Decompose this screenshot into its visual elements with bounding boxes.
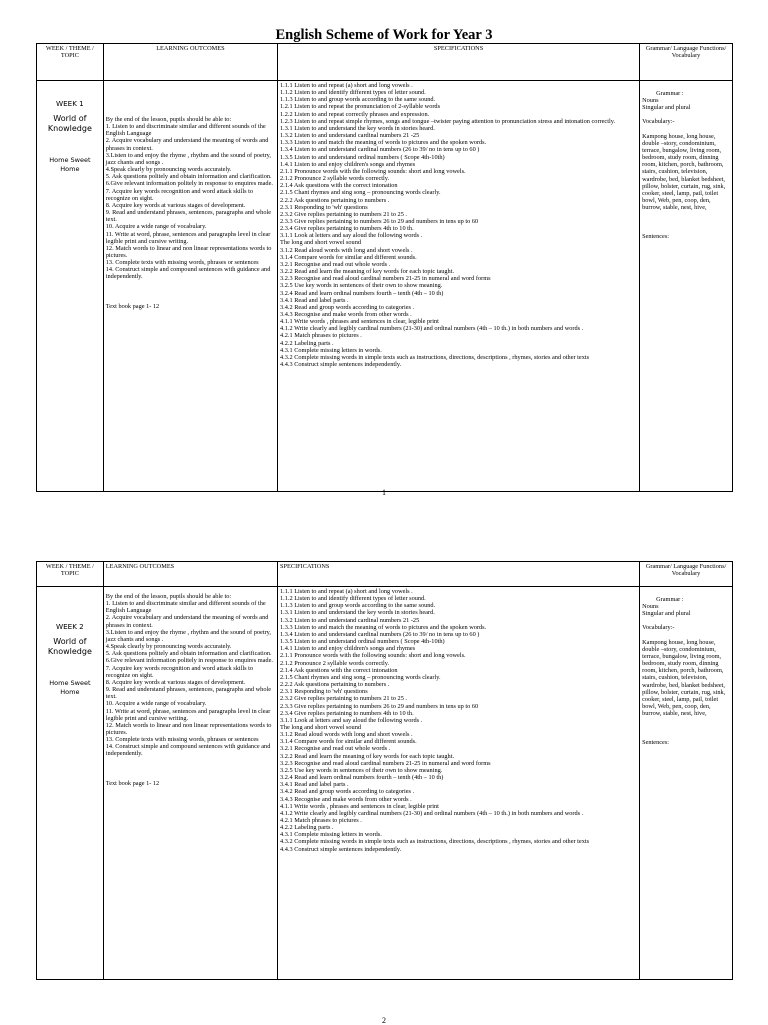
learning-outcome: 8. Acquire key words at various stages of development. bbox=[105, 678, 246, 686]
specification: 2.3.2 Give replies pertaining to numbers 21 to 25 . bbox=[280, 695, 407, 703]
learning-outcome: 5. Ask questions politely and obtain information and clarification. bbox=[105, 173, 272, 181]
specification: 3.1.1 Look at letters and say aloud the following words . bbox=[280, 716, 423, 724]
specification: 3.1.1 Look at letters and say aloud the following words . bbox=[280, 232, 423, 240]
learning-outcome: 6.Give relevant information politely in response to enquires made. bbox=[105, 180, 273, 188]
learning-outcome: 11. Write at word, phrase, sentences and paragraphs level in clear legible print and cursive writing. bbox=[105, 230, 271, 245]
learning-outcomes-cell bbox=[103, 81, 277, 492]
specification: 3.4.2 Read and group words according to categories . bbox=[280, 303, 415, 311]
specification: 3.2.1 Recognise and read out whole words . bbox=[280, 260, 391, 268]
specification: 1.1.3 Listen to and group words according to the same sound. bbox=[280, 602, 436, 610]
specification: 3.1.4 Compare words for similar and different sounds. bbox=[280, 253, 417, 261]
specification: 4.1.2 Write clearly and legibly cardinal numbers (21-30) and ordinal numbers (4th – 10 th.) in both numbers and words . bbox=[280, 325, 584, 333]
document-title: English Scheme of Work for Year 3 bbox=[275, 27, 493, 43]
specification: 1.3.5 Listen to and understand ordinal numbers ( Scope 4th-10th) bbox=[280, 638, 445, 646]
table-header-row bbox=[37, 562, 733, 587]
specification: 4.4.3 Construct simple sentences independently. bbox=[280, 845, 402, 853]
header-learning-outcomes: LEARNING OUTCOMES bbox=[103, 562, 277, 587]
table-header-row bbox=[37, 44, 733, 81]
learning-outcome: 7. Acquire key words recognition and word attack skills to recognize on sight. bbox=[105, 187, 254, 202]
textbook-reference: Text book page 1- 12 bbox=[105, 779, 160, 787]
specification: 1.3.2 Listen to and understand cardinal numbers 21 -25 bbox=[280, 616, 420, 624]
specification: 4.3.1 Complete missing letters in words. bbox=[280, 346, 382, 354]
specification: 4.1.1 Write words , phrases and sentences in clear, legible print bbox=[280, 318, 439, 326]
specification: 4.3.2 Complete missing words in simple texts such as instructions, directions, descriptions , rhymes, stories and other texts bbox=[280, 353, 590, 361]
specification: 1.4.1 Listen to and enjoy children's songs and rhymes bbox=[280, 645, 416, 653]
week-label: WEEK 1 bbox=[56, 99, 84, 108]
specifications-list bbox=[280, 588, 637, 853]
specification: 2.1.2 Pronounce 2 syllable words correctly. bbox=[280, 175, 390, 183]
specification: 1.2.1 Listen to and repeat the pronunciation of 2-syllable words bbox=[280, 103, 441, 111]
learning-outcome: 4.Speak clearly by pronouncing words accurately. bbox=[105, 166, 232, 174]
table-row bbox=[37, 81, 733, 492]
learning-outcome: 3.Listen to and enjoy the rhyme , rhythm and the sound of poetry, jazz chants and songs . bbox=[105, 628, 271, 643]
specification: 1.3.1 Listen to and understand the key words in stories heard. bbox=[280, 609, 435, 617]
learning-outcome: 8. Acquire key words at various stages of development. bbox=[105, 201, 246, 209]
specification: 3.2.5 Use key words in sentences of their own to show meaning. bbox=[280, 282, 443, 290]
grammar-items bbox=[642, 97, 730, 111]
learning-outcome: 12. Match words to linear and non linear representations words to pictures. bbox=[105, 244, 272, 259]
learning-outcome: 14. Construct simple and compound sentences with guidance and independently. bbox=[105, 743, 271, 758]
specification: The long and short vowel sound bbox=[280, 239, 362, 247]
specification: 3.1.2 Read aloud words with long and short vowels . bbox=[280, 246, 413, 254]
specification: 4.3.2 Complete missing words in simple texts such as instructions, directions, descriptions , rhymes, stories and other texts bbox=[280, 838, 590, 846]
page-number: 1 bbox=[382, 488, 386, 497]
learning-outcome: 13. Complete texts with missing words, phrases or sentences bbox=[105, 736, 259, 744]
learning-outcome: 14. Construct simple and compound sentences with guidance and independently. bbox=[105, 266, 271, 281]
specification: 1.4.1 Listen to and enjoy children's songs and rhymes bbox=[280, 160, 416, 168]
specifications-list bbox=[280, 82, 637, 368]
specification: 3.4.1 Read and label parts . bbox=[280, 781, 349, 789]
specification: The long and short vowel sound bbox=[280, 723, 362, 731]
learning-outcome: 2. Acquire vocabulary and understand the meaning of words and phrases in context. bbox=[105, 614, 269, 629]
learning-outcome: 3.Listen to and enjoy the rhyme , rhythm and the sound of poetry, jazz chants and songs . bbox=[105, 151, 271, 166]
learning-outcome: 2. Acquire vocabulary and understand the meaning of words and phrases in context. bbox=[105, 137, 269, 152]
learning-outcome: 6.Give relevant information politely in response to enquires made. bbox=[105, 657, 273, 665]
specification: 3.2.4 Read and learn ordinal numbers fourth – tenth (4th – 10 th) bbox=[280, 774, 444, 782]
header-grammar: Grammar/ Language Functions/ Vocabulary bbox=[640, 44, 733, 81]
specification: 1.1.1 Listen to and repeat (a) short and long vowels . bbox=[280, 82, 413, 89]
vocabulary-label: Vocabulary:- bbox=[642, 118, 675, 126]
specification: 2.3.3 Give replies pertaining to numbers 26 to 29 and numbers in tens up to 60 bbox=[280, 702, 479, 710]
specifications-cell bbox=[278, 81, 640, 492]
specification: 2.1.4 Ask questions with the correct intonation bbox=[280, 182, 398, 190]
learning-outcome: 13. Complete texts with missing words, phrases or sentences bbox=[105, 259, 259, 267]
specification: 2.1.1 Pronounce words with the following sounds: short and long vowels. bbox=[280, 167, 466, 175]
specification: 3.2.1 Recognise and read out whole words . bbox=[280, 745, 391, 753]
specification: 3.2.2 Read and learn the meaning of key words for each topic taught. bbox=[280, 752, 455, 760]
specification: 3.4.3 Recognise and make words from other words . bbox=[280, 311, 412, 318]
vocabulary-label: Vocabulary:- bbox=[642, 624, 675, 632]
grammar-items bbox=[642, 603, 730, 617]
specification: 4.1.1 Write words , phrases and sentences in clear, legible print bbox=[280, 802, 439, 810]
textbook-reference: Text book page 1- 12 bbox=[105, 302, 160, 310]
specification: 1.1.1 Listen to and repeat (a) short and long vowels . bbox=[280, 588, 413, 595]
specification: 3.2.3 Recognise and read aloud cardinal numbers 21-25 in numeral and word forms bbox=[280, 275, 491, 283]
specification: 3.4.2 Read and group words according to categories . bbox=[280, 788, 415, 796]
specification: 4.3.1 Complete missing letters in words. bbox=[280, 831, 382, 839]
specification: 1.3.1 Listen to and understand the key words in stories heard. bbox=[280, 124, 435, 132]
grammar-item: Nouns bbox=[642, 603, 659, 611]
grammar-label: Grammar : bbox=[656, 596, 684, 603]
vocabulary-text: Kampong house, long house, double –story, condominium, terrace, bungalow, living room, bedroom, study room, dinning room, kitchen, porch, bathroom, stairs, cushion, television, wardrobe, bed, blanket bedsheet, pillow, bolster, curtain, rug, sink, cooker, steel, lamp, pail, toilet bowl, Web, pen, coop, den, burrow, stable, nest, hive, bbox=[642, 638, 726, 718]
specification: 3.4.1 Read and label parts . bbox=[280, 296, 349, 304]
specification: 2.3.1 Responding to 'wh' questions bbox=[280, 203, 368, 211]
learning-outcome: 12. Match words to linear and non linear representations words to pictures. bbox=[105, 721, 272, 736]
topic-label: Home Sweet Home bbox=[49, 156, 91, 173]
specification: 3.2.2 Read and learn the meaning of key words for each topic taught. bbox=[280, 268, 455, 276]
specification: 1.3.3 Listen to and match the meaning of words to pictures and the spoken words. bbox=[280, 139, 487, 147]
specification: 2.3.4 Give replies pertaining to numbers 4th to 10 th. bbox=[280, 709, 414, 717]
specification: 2.1.5 Chant rhymes and sing song – pronouncing words clearly. bbox=[280, 673, 441, 681]
specification: 4.2.1 Match phrases to pictures . bbox=[280, 332, 362, 340]
week-cell bbox=[37, 81, 104, 492]
learning-outcome: 1. Listen to and discriminate similar and different sounds of the English Language bbox=[105, 123, 266, 138]
week-label: WEEK 2 bbox=[56, 622, 84, 631]
page-number: 2 bbox=[382, 1016, 386, 1025]
theme-label: World of Knowledge bbox=[47, 114, 92, 133]
lo-intro: By the end of the lesson, pupils should be able to: bbox=[105, 593, 232, 600]
specification: 3.2.5 Use key words in sentences of their own to show meaning. bbox=[280, 766, 443, 774]
specification: 1.1.2 Listen to and identify different types of letter sound. bbox=[280, 595, 426, 603]
specification: 1.1.3 Listen to and group words according to the same sound. bbox=[280, 96, 436, 104]
learning-outcome: 1. Listen to and discriminate similar and different sounds of the English Language bbox=[105, 600, 266, 615]
specification: 1.3.2 Listen to and understand cardinal numbers 21 -25 bbox=[280, 132, 420, 140]
week-cell bbox=[37, 587, 104, 980]
specification: 2.3.1 Responding to 'wh' questions bbox=[280, 688, 368, 696]
specification: 3.4.3 Recognise and make words from other words . bbox=[280, 795, 412, 803]
topic-label: Home Sweet Home bbox=[49, 679, 91, 696]
header-week-theme-topic: WEEK / THEME / TOPIC bbox=[37, 562, 104, 587]
specification: 2.2.2 Ask questions pertaining to numbers . bbox=[280, 196, 390, 204]
header-week-theme-topic: WEEK / THEME / TOPIC bbox=[37, 44, 104, 81]
lo-intro: By the end of the lesson, pupils should be able to: bbox=[105, 116, 232, 123]
specification: 4.1.2 Write clearly and legibly cardinal numbers (21-30) and ordinal numbers (4th – 10 th.) in both numbers and words . bbox=[280, 809, 584, 817]
learning-outcome: 5. Ask questions politely and obtain information and clarification. bbox=[105, 650, 272, 658]
specification: 2.1.2 Pronounce 2 syllable words correctly. bbox=[280, 659, 390, 667]
specification: 4.2.1 Match phrases to pictures . bbox=[280, 817, 362, 824]
learning-outcomes-cell bbox=[103, 587, 277, 980]
grammar-cell bbox=[640, 587, 733, 980]
specification: 3.1.4 Compare words for similar and different sounds. bbox=[280, 738, 417, 746]
header-specifications: SPECIFICATIONS bbox=[278, 562, 640, 587]
specification: 1.3.4 Listen to and understand cardinal numbers (26 to 39/ no in tens up to 60 ) bbox=[280, 146, 480, 154]
learning-outcome: 10. Acquire a wide range of vocabulary. bbox=[105, 223, 207, 231]
learning-outcome: 4.Speak clearly by pronouncing words accurately. bbox=[105, 643, 232, 651]
specification: 3.1.2 Read aloud words with long and short vowels . bbox=[280, 731, 413, 739]
learning-outcome: 10. Acquire a wide range of vocabulary. bbox=[105, 700, 207, 708]
specification: 1.1.2 Listen to and identify different types of letter sound. bbox=[280, 89, 426, 97]
table-row bbox=[37, 587, 733, 980]
specification: 2.3.3 Give replies pertaining to numbers 26 to 29 and numbers in tens up to 60 bbox=[280, 217, 479, 225]
specification: 2.1.4 Ask questions with the correct intonation bbox=[280, 666, 398, 674]
header-learning-outcomes: LEARNING OUTCOMES bbox=[103, 44, 277, 81]
specification: 1.3.5 Listen to and understand ordinal numbers ( Scope 4th-10th) bbox=[280, 153, 445, 161]
theme-label: World of Knowledge bbox=[47, 637, 92, 656]
learning-outcomes-list bbox=[106, 600, 275, 757]
learning-outcome: 9. Read and understand phrases, sentences, paragraphs and whole text. bbox=[105, 209, 272, 224]
specification: 2.3.2 Give replies pertaining to numbers 21 to 25 . bbox=[280, 210, 407, 218]
learning-outcomes-list bbox=[106, 123, 275, 280]
specification: 3.2.3 Recognise and read aloud cardinal numbers 21-25 in numeral and word forms bbox=[280, 759, 491, 767]
learning-outcome: 9. Read and understand phrases, sentences, paragraphs and whole text. bbox=[105, 686, 272, 701]
sentences-label: Sentences: bbox=[642, 233, 670, 241]
specifications-cell bbox=[278, 587, 640, 980]
specification: 2.1.1 Pronounce words with the following sounds: short and long vowels. bbox=[280, 652, 466, 660]
specification: 1.3.3 Listen to and match the meaning of words to pictures and the spoken words. bbox=[280, 623, 487, 631]
grammar-cell bbox=[640, 81, 733, 492]
grammar-item: Singular and plural bbox=[642, 610, 691, 618]
vocabulary-text: Kampong house, long house, double –story, condominium, terrace, bungalow, living room, bedroom, study room, dinning room, kitchen, porch, bathroom, stairs, cushion, television, wardrobe, bed, blanket bedsheet, pillow, bolster, curtain, rug, sink, cooker, steel, lamp, pail, toilet bowl, Web, pen, coop, den, burrow, stable, nest, hive, bbox=[642, 132, 726, 212]
learning-outcome: 11. Write at word, phrase, sentences and paragraphs level in clear legible print and cursive writing. bbox=[105, 707, 271, 722]
specification: 1.2.2 Listen to and repeat correctly phrases and expression. bbox=[280, 110, 430, 118]
grammar-item: Singular and plural bbox=[642, 104, 691, 112]
learning-outcome: 7. Acquire key words recognition and word attack skills to recognize on sight. bbox=[105, 664, 254, 679]
grammar-item: Nouns bbox=[642, 97, 659, 105]
specification: 2.1.5 Chant rhymes and sing song – pronouncing words clearly. bbox=[280, 189, 441, 197]
specification: 4.2.2 Labeling parts . bbox=[280, 339, 334, 347]
scheme-table-week-2 bbox=[36, 561, 733, 980]
sentences-label: Sentences: bbox=[642, 739, 670, 747]
specification: 1.3.4 Listen to and understand cardinal numbers (26 to 39/ no in tens up to 60 ) bbox=[280, 630, 480, 638]
specification: 4.4.3 Construct simple sentences independently. bbox=[280, 361, 402, 369]
specification: 4.2.2 Labeling parts . bbox=[280, 824, 334, 832]
specification: 1.2.3 Listen to and repeat simple rhymes, songs and tongue –twister paying attention to pronunciation stress and intonation correctly. bbox=[280, 117, 616, 125]
specification: 2.3.4 Give replies pertaining to numbers 4th to 10 th. bbox=[280, 225, 414, 233]
header-specifications: SPECIFICATIONS bbox=[278, 44, 640, 81]
header-grammar: Grammar/ Language Functions/ Vocabulary bbox=[640, 562, 733, 587]
scheme-table-week-1 bbox=[36, 43, 733, 492]
specification: 3.2.4 Read and learn ordinal numbers fourth – tenth (4th – 10 th) bbox=[280, 289, 444, 297]
grammar-label: Grammar : bbox=[656, 90, 684, 97]
specification: 2.2.2 Ask questions pertaining to numbers . bbox=[280, 681, 390, 689]
